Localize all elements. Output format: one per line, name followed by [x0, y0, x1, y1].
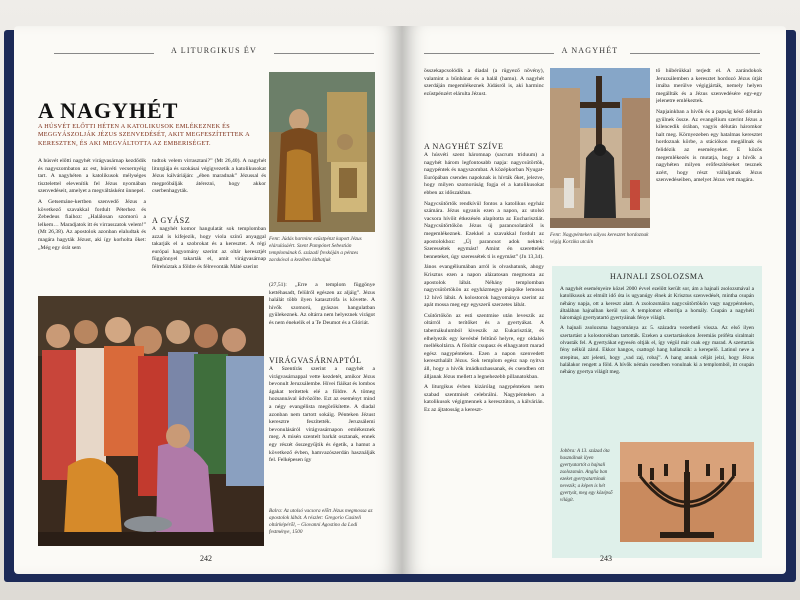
sidebox-text	[560, 286, 754, 442]
left-page	[14, 26, 402, 574]
section-heading-gyasz: A GYÁSZ	[152, 216, 191, 225]
paragraph: János evangéliumában arról is olvashatunk, ahogy Krisztus ezen a napon alázatosan megmosta az apostolok lábát. Néhány templomban nagycsütörtökön az egyházmegye püspöke lemossa 12 hívő lábát. A kolostorok hagyománya szerint az apát mossa meg egy egyszerű szerzetes lábát.	[424, 264, 544, 309]
procession-image	[550, 68, 650, 228]
text-column-2b	[152, 226, 266, 284]
paragraph: A nagyhét eseményeire közel 2000 évvel ezelőtt került sor, ám a hajnali zsolozsmával a katolikusok az elmúlt idő óta is ugyanúgy élnek át Krisztus szenvedését, mintha csupán néhány napja, ott a kereszt alatt. A zsolozsmáira nagycsütörtökön vagy nagypénteken, általában hajnalban kerül sor. A templomot elborítja a homály. Csupán a nagyhéti háromágú gyertyatartó gyertyáinak fénye világít.	[560, 286, 754, 322]
text-column-4	[269, 366, 375, 502]
paragraph: Csütörtökön az esti szentmise után leveszik az oltárról a terítőket és a gyertyákat. A tabernákulumból kiveszik az Eukarisztiát, és elhelyezik egy kevésbé feltűnő helyre, egy oldalsó mellékoltárra. A főoltár csupasz és elhagyatott marad egész nagypénteken. Ezen a napon szenvedett kereszthalált Jézus. Sok templom egész nap nyitva áll, hogy a hívők imádkozhassanak, és csendben ott álljanak Jézus mellett a legnehezebb pillanatokban.	[424, 312, 544, 380]
text-column-b1	[656, 68, 762, 260]
running-head-right: A NAGYHÉT	[561, 46, 619, 55]
paragraph: tudtok velem virrasztani?” (Mt 26,40). A nagyhét liturgiája és szokásai végigvezetik a katolikusokat Jézus kálváriáján: „ében maradnak” Jézussal és megpróbálják átérezni, hogy akkor cserbenhagyták.	[152, 158, 266, 195]
page-title: A NAGYHÉT	[38, 98, 179, 123]
paragraph: A húsvét előtti nagyhét virágvasárnap kezdődik és nagyszombaton az est, húsvéti vecsernyéig tart. A nagyhéten a katolikusok mélységes tisztelettel elevenítik fel Jézus nyomában szenvedéseit, amelyet a megváltásként ünnepel.	[38, 158, 146, 195]
page-number-left: 242	[200, 554, 212, 563]
procession-photo	[550, 68, 650, 228]
paragraph: Nagycsütörtök rendkívül fontos a katolikus egyház számára. Jézus ugyanis ezen a napon, az utolsó vacsora hívőit étkezésén alapította az Eucharisztiát. Nagycsütörtökön Jézus új parancsolatáról is megemlékeznek. Ezekkel a szavakkal fordult az apostolokhoz: „Új parancsot adok nektek: Szeressétek egymást! Amint én szerettelek benneteket, úgy szeressétek ti is egymást” (Jn 13,34).	[424, 200, 544, 260]
paragraph: (27,51): „Erre a templom függönye kettéhasadt, felülről egészen az aljáig”. Jézus halálát több ilyen katasztrófa is követte. A hívők szomorú, gyászos hangulatban gyülekeznek. Az oltárra nem helyeznek virágot és nem énekelik el a Te Deumot és a Glóriát.	[269, 282, 375, 326]
paragraph: A Getsemáne-kertben szenvedő Jézus a következő szavakkal fordult Péterhez és Zebedeus fiaihoz: „Halálosan szomorú a lelkem… Maradjatok itt és virrasszatok velem!” (Mt 26,38). Az apostolok azonban elaludtak és magára hagyták Jézust, aki így korholta őket: „Még egy órát sem	[38, 198, 146, 251]
paragraph: összekapcsolódik a diadal (a rügyező növény), valamint a bűnbánat és a halál (hamu). A nagyhét szerdáján megemlékeznek Júdásról is, aki harminc ezüstpénzért elárulta Jézust.	[424, 68, 544, 97]
text-column-2	[152, 158, 266, 208]
text-column-3	[269, 282, 375, 352]
candelabrum-photo	[620, 442, 754, 542]
paragraph: tő hűbérükkal terjedt el. A zarándokok Jeruzsálemben a keresztet hordozó Jézus útját imába merülve végigjárták, nemely helyen megállták és a Jézus szenvedésére egy-egy jelenetre emlékeztek.	[656, 68, 762, 105]
paragraph: A hajnali zsolozsma hagyománya az 5. századra vezethető vissza. Az első ilyen szertartást a kolostorokban tartották. Ezeken a szertartásokon Jeremiás próféta siralmait olvasták fel. A gyertyákat egyesén oltják el, így végül már csak egy marad. A szertartás fény nélkül zárul. Ekkor hangos, csattogó hang hallatszik: a kerepelő. Latinul neve a strepitus, azt jelenti, hogy „vad zaj, robaj”. A hang annak célját jelzi, hogy Jézus halálakor rengett a föld. A hívők némán csendben vonulnak ki a templomból, itt csupán néhány gyertya világít meg.	[560, 325, 754, 376]
sidebox-caption: Jobbra: A 13. század óta használnak ilyen gyertyatartót a hajnali zsolozsmán. Anglia ban ezeket gyertyatartónak nevezik; a képen is hét gyertyát, meg egy középső világít.	[560, 449, 613, 503]
lead-paragraph: A HÚSVÉT ELŐTTI HÉTEN A KATOLIKUSOK EMLÉKEZNEK ÉS MEGGYÁSZOLJÁK JÉZUS SZENVEDÉSÉT, AKIT MEGFESZÍTETTEK A KERESZTEN, ÉS AKI MEGVÁLTOTTA AZ EMBERISÉGET.	[38, 123, 250, 147]
header-rule	[630, 53, 760, 54]
header-rule	[274, 53, 374, 54]
photo-caption-procession: Fent: Nagypénteken súlyos keresztet hordoznak végig Korzika utcáin	[550, 232, 649, 245]
page-number-right: 243	[600, 554, 612, 563]
candelabrum-image	[620, 442, 754, 542]
paragraph: A nagyhét komor hangulatát sok templomban azzal is kifejezik, hogy viola színű anyaggal takarják el a szobrokat és a keresztet. A régi európai hagyomány szerint az oltár keresztjét függönnyel takarták el, amit virágvasárnap félrehúztak a földre és félrevonták Máté szerint	[152, 226, 266, 270]
paragraph: A húsvéti szent háromnap (sacrum triduum) a nagyhét három legfontosabb napja: nagycsütörtök, nagypéntek és nagyszombat. A középkorban Nyugat-Európában csendes napoknak is hívták őket, jelezve, hogy milyen szomorúság fogja el a katolikusokat ebben az időszakban.	[424, 152, 544, 196]
right-page	[402, 26, 786, 574]
sidebox-hajnali-zsolozsma	[552, 266, 762, 558]
foot-washing-image	[38, 296, 264, 546]
paragraph: A Szentírás szerint a nagyhét a virágvasárnappal vette kezdetét, amikor Jézus bevonult Jeruzsálembe. Hívei fiáikat és lombos ágakat terítettek elé a földre. A tömeg hozsannával üdvözölte. Ezt az eseményt mind a négy evangélista megörökítette. A diadal azonban nem tartott sokáig. Pénteken Jézust keresztre feszítették. Jeruzsálemi bevonulásáról virágvasárnapon emlékeznek meg. A misén szentelt barkát osztanak, ennek egy részét összegyűjtik és égetik, a hamut a következő évben, hamvazószerdán használják fel. Felképesen így	[269, 366, 375, 464]
running-head-left: A LITURGIKUS ÉV	[171, 46, 257, 55]
sidebox-title: HAJNALI ZSOLOZSMA	[610, 272, 704, 281]
foot-washing-painting	[38, 296, 264, 546]
photo-caption-1: Fent: Júdás harminc ezüstpénzt kapott Jézus elárulásáért. Szent Pampónet Sebestián templomának 6. századi freskóján a pénzes zacskóval a kezében láthatjuk	[269, 236, 362, 263]
text-column-a1	[424, 68, 544, 130]
judas-fresco-photo	[269, 72, 375, 232]
judas-fresco-image	[269, 72, 375, 232]
text-column-a2	[424, 152, 544, 564]
section-heading-viragvasarnap: VIRÁGVASÁRNAPTÓL	[269, 356, 362, 365]
photo-caption-2: Balra: Az utolsó vacsora előtt Jézus megmossa az apostolok lábát. A részlet: Gregorio Casiteli oltárképéről, – Giovanni Agostino da Lodi festménye, 1500	[269, 508, 373, 535]
section-heading-nagyhet-szive: A NAGYHÉT SZÍVE	[424, 142, 504, 151]
paragraph: A liturgikus évben kizárólag nagypénteken nem szabad szentmisét celebrálni. Nagypénteken a katolikusok végigmennek a keresztúton, a kálvárián. Ez az ájtatosság a kereszt-	[424, 384, 544, 413]
paragraph: Napjainkban a hívők és a papság késő délután gyűlnek össze. Az evangélium szerint Jézus a kilencedik órában, vagyis délután háromkor halt meg. Környezeben egy hatalmas keresztet hordoznak körbe, a stációkon megállnak és felidézik az eseményeket. E közös megemlékezés is mutatja, hogy a hívők a nagyhéten milyen erőfeszítéseket tesznek azért, hogy részt vállaljanak Jézus szenvedéseiben, amelyet Jézus vett magára.	[656, 108, 762, 184]
text-column-1	[38, 158, 146, 276]
